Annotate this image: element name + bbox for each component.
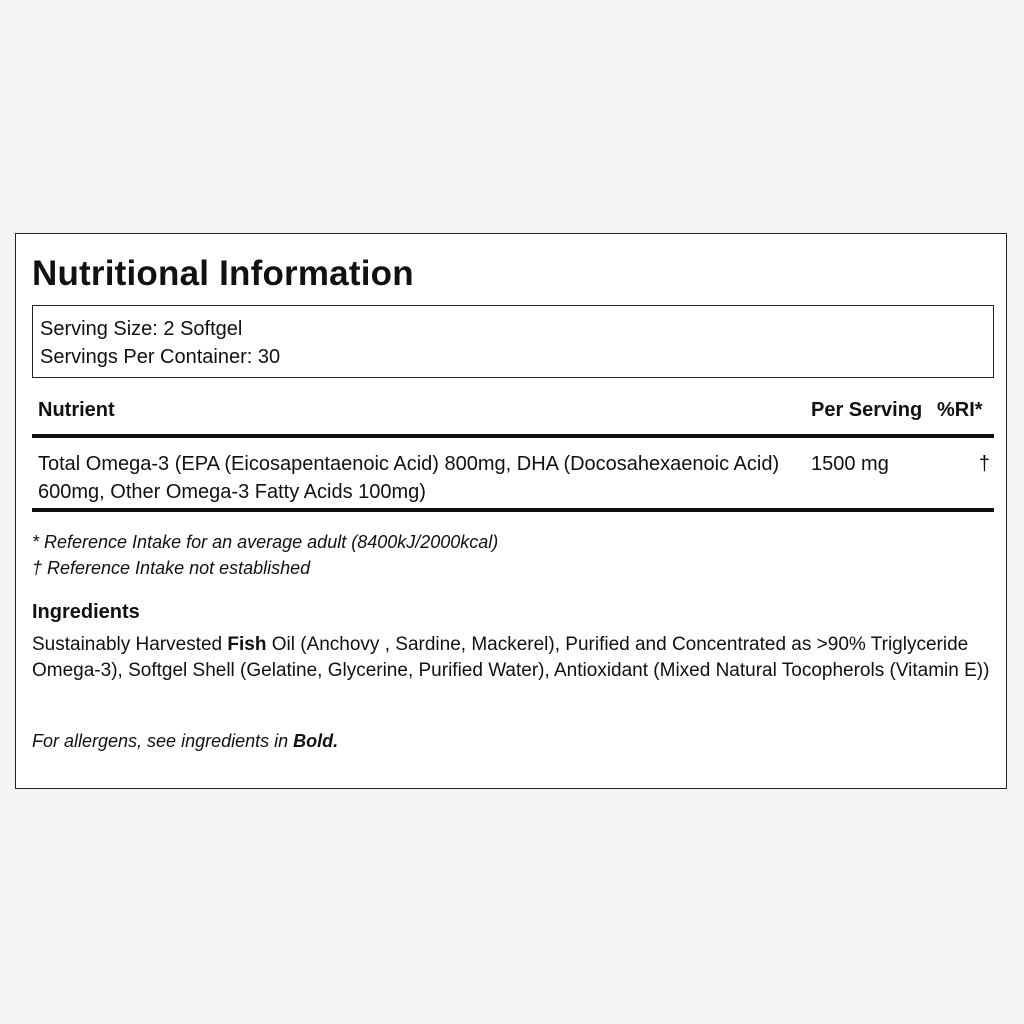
serving-info-box: [32, 305, 994, 378]
ingredients-text: [32, 632, 998, 684]
header-ri: %RI*: [937, 399, 983, 421]
allergen-note: [32, 731, 338, 752]
nutrient-ri: †: [978, 453, 990, 475]
nutrient-table-header: [32, 396, 994, 438]
header-per-serving: Per Serving: [811, 399, 923, 421]
panel-title: Nutritional Information: [32, 254, 414, 293]
nutrition-panel: [15, 233, 1007, 789]
ingredients-text-start: Sustainably Harvested: [32, 634, 228, 655]
table-row: [32, 438, 994, 512]
header-nutrient: Nutrient: [38, 399, 115, 421]
servings-per-container: Servings Per Container: 30: [40, 346, 281, 368]
footnote-reference-intake: * Reference Intake for an average adult (8400kJ/2000kcal): [32, 532, 499, 552]
ingredients-text-rest: Oil (Anchovy , Sardine, Mackerel), Purified and Concentrated as >90% Triglyceride Omega-3), Softgel Shell (Gelatine, Glycerine, Purified Water), Antioxidant (Mixed Natural Tocopherols (Vitamin E)): [32, 634, 990, 681]
allergen-fish: Fish: [227, 634, 267, 655]
allergen-note-bold: Bold.: [293, 731, 339, 751]
footnote-not-established: † Reference Intake not established: [32, 558, 311, 578]
nutrient-name: Total Omega-3 (EPA (Eicosapentaenoic Acid) 800mg, DHA (Docosahexaenoic Acid) 600mg, Other Omega-3 Fatty Acids 100mg): [38, 453, 780, 503]
footnotes: [32, 529, 498, 581]
ingredients-heading: Ingredients: [32, 601, 140, 623]
serving-size: Serving Size: 2 Softgel: [40, 318, 243, 340]
nutrient-amount: 1500 mg: [811, 453, 889, 475]
allergen-note-text: For allergens, see ingredients in: [32, 731, 294, 751]
